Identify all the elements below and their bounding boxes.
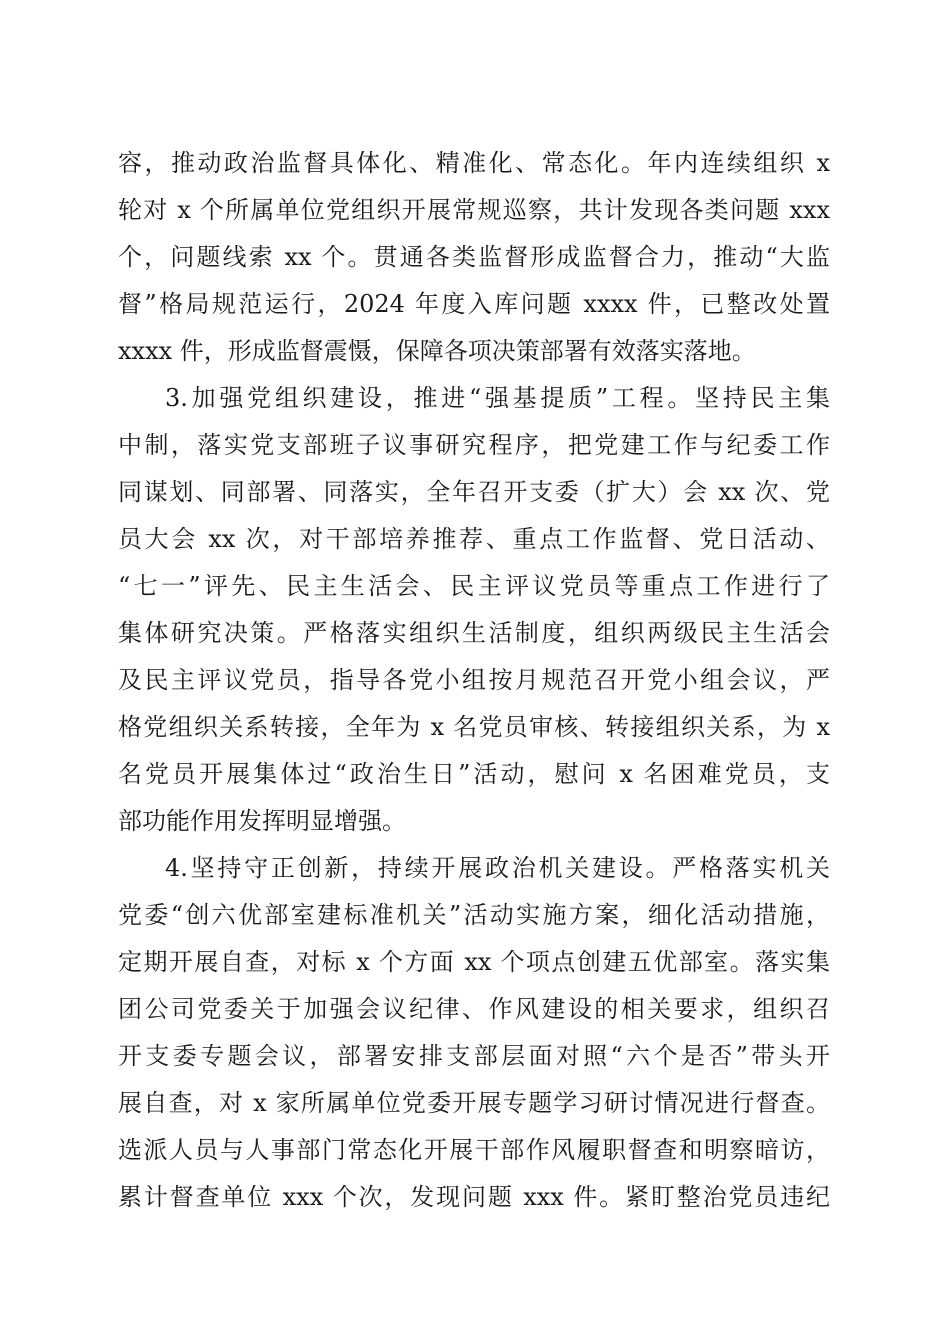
text-line: 及民主评议党员，指导各党小组按月规范召开党小组会议，严 bbox=[118, 666, 830, 694]
text-line: 开支委专题会议，部署安排支部层面对照“六个是否”带头开 bbox=[118, 1042, 830, 1070]
text-line: 部功能作用发挥明显增强。 bbox=[118, 807, 406, 835]
text-line: 集体研究决策。严格落实组织生活制度，组织两级民主生活会 bbox=[118, 619, 830, 647]
text-line: 同谋划、同部署、同落实，全年召开支委（扩大）会 xx 次、党 bbox=[118, 478, 830, 506]
text-line: 中制，落实党支部班子议事研究程序，把党建工作与纪委工作 bbox=[118, 431, 830, 459]
text-line: 格党组织关系转接，全年为 x 名党员审核、转接组织关系，为 x bbox=[118, 713, 830, 741]
text-line: 督”格局规范运行，2024 年度入库问题 xxxx 件，已整改处置 bbox=[118, 290, 830, 318]
text-line: 个，问题线索 xx 个。贯通各类监督形成监督合力，推动“大监 bbox=[118, 243, 830, 271]
text-line: 容，推动政治监督具体化、精准化、常态化。年内连续组织 x bbox=[118, 149, 830, 177]
text-line: 团公司党委关于加强会议纪律、作风建设的相关要求，组织召 bbox=[118, 995, 830, 1023]
text-line: “七一”评先、民主生活会、民主评议党员等重点工作进行了 bbox=[118, 572, 830, 600]
text-line: 轮对 x 个所属单位党组织开展常规巡察，共计发现各类问题 xxx bbox=[118, 196, 830, 224]
document-page bbox=[118, 140, 830, 1221]
text-line: 员大会 xx 次，对干部培养推荐、重点工作监督、党日活动、 bbox=[118, 525, 830, 553]
text-line: 选派人员与人事部门常态化开展干部作风履职督查和明察暗访， bbox=[118, 1136, 830, 1164]
section-heading-line: 4.坚持守正创新，持续开展政治机关建设。严格落实机关 bbox=[165, 854, 830, 882]
text-line: 党委“创六优部室建标准机关”活动实施方案，细化活动措施， bbox=[118, 901, 830, 929]
text-line: xxxx 件，形成监督震慑，保障各项决策部署有效落实落地。 bbox=[118, 337, 756, 365]
text-line: 展自查，对 x 家所属单位党委开展专题学习研讨情况进行督查。 bbox=[118, 1089, 830, 1117]
text-line: 名党员开展集体过“政治生日”活动，慰问 x 名困难党员，支 bbox=[118, 760, 830, 788]
text-line: 累计督查单位 xxx 个次，发现问题 xxx 件。紧盯整治党员违纪 bbox=[118, 1183, 830, 1211]
section-heading-line: 3.加强党组织建设，推进“强基提质”工程。坚持民主集 bbox=[165, 384, 830, 412]
text-line: 定期开展自查，对标 x 个方面 xx 个项点创建五优部室。落实集 bbox=[118, 948, 830, 976]
